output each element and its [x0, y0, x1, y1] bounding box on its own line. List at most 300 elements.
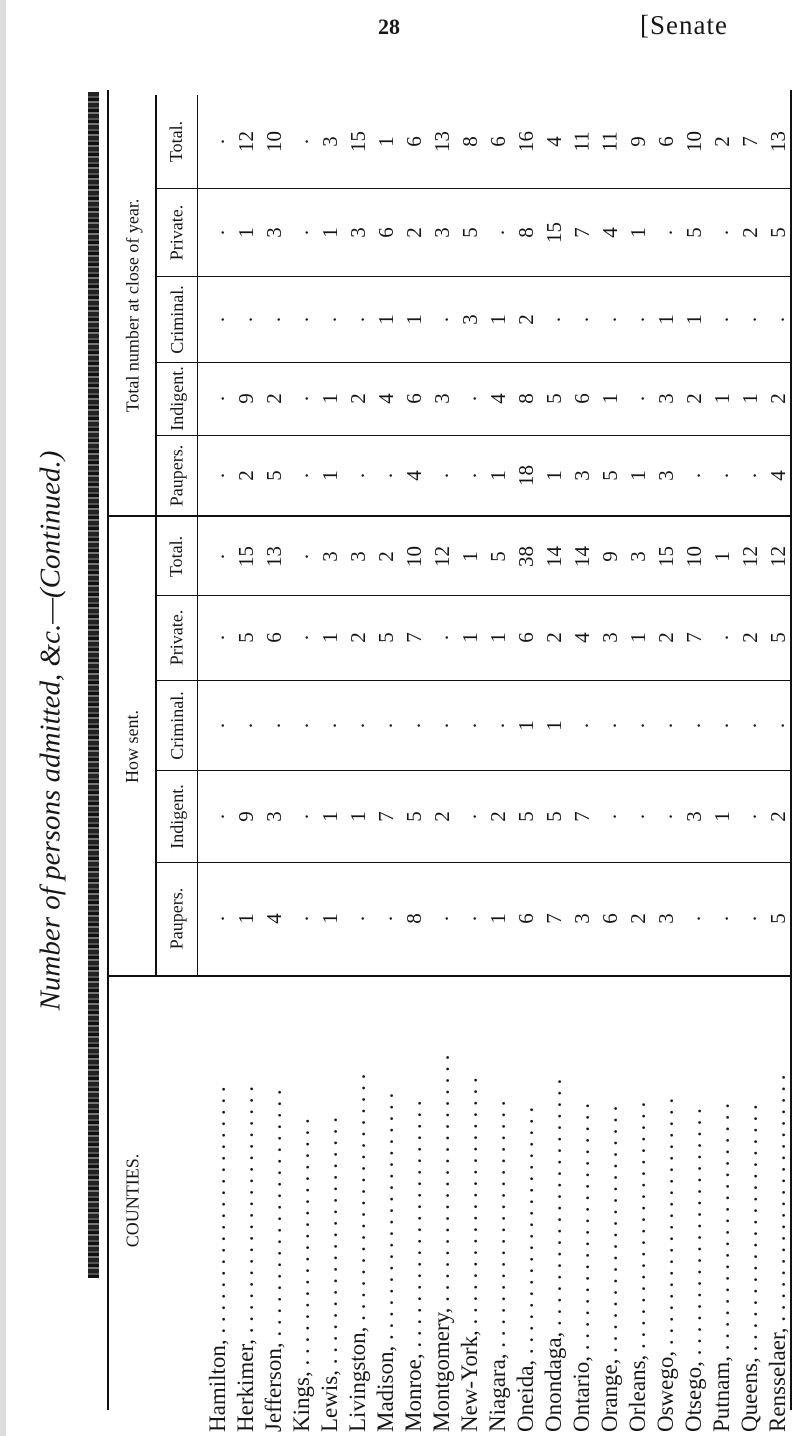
sent-indigent-cell — [344, 770, 372, 862]
sent-paupers-cell — [652, 862, 680, 975]
sent-criminal-cell — [624, 680, 652, 770]
close-total-cell — [400, 95, 428, 188]
close-paupers-cell — [484, 435, 512, 515]
sent-paupers-cell — [260, 862, 288, 975]
close-criminal-cell — [288, 276, 316, 362]
close-total-value: 6 — [653, 136, 678, 147]
sent-col-header-paupers: Paupers. — [166, 887, 187, 950]
sent-private-cell — [204, 595, 232, 680]
close-paupers-cell — [316, 435, 344, 515]
close-paupers-value: 1 — [541, 469, 566, 481]
sent-col-header-private: Private. — [166, 609, 187, 666]
close-col-header-criminal: Criminal. — [166, 284, 187, 354]
sent-total-value: 10 — [401, 545, 426, 567]
sent-indigent-cell — [428, 770, 456, 862]
close-private-value: 6 — [373, 226, 398, 238]
sent-criminal-value: . — [429, 722, 454, 728]
close-criminal-value: . — [709, 316, 734, 322]
close-paupers-value: . — [289, 472, 314, 478]
sent-private-value: 5 — [765, 632, 790, 643]
county-cell — [567, 985, 597, 1430]
sent-paupers-cell — [540, 862, 568, 975]
close-criminal-value: 1 — [401, 313, 426, 325]
close-criminal-value: . — [541, 316, 566, 322]
close-criminal-cell — [624, 276, 652, 362]
close-total-cell — [764, 95, 792, 188]
close-total-cell — [456, 95, 484, 188]
county-cell — [203, 985, 233, 1430]
sent-private-cell — [764, 595, 792, 680]
close-paupers-value: 1 — [317, 469, 342, 481]
sent-indigent-cell — [288, 770, 316, 862]
county-cell — [511, 985, 541, 1430]
close-private-cell — [736, 188, 764, 276]
sent-paupers-value: . — [345, 915, 370, 922]
county-cell — [679, 985, 709, 1430]
close-private-cell — [680, 188, 708, 276]
sent-total-value: 12 — [429, 545, 454, 567]
sent-total-cell — [204, 517, 232, 595]
close-private-cell — [512, 188, 540, 276]
close-paupers-cell — [232, 435, 260, 515]
sent-paupers-cell — [456, 862, 484, 975]
sent-private-value: 1 — [485, 632, 510, 643]
sent-private-value: 2 — [653, 632, 678, 643]
sent-indigent-value: 5 — [541, 810, 566, 822]
close-indigent-cell — [540, 362, 568, 435]
county-cell — [231, 985, 261, 1430]
close-indigent-value: 3 — [653, 393, 678, 404]
sent-private-value: . — [709, 634, 734, 641]
close-total-cell — [204, 95, 232, 188]
sent-total-cell — [456, 517, 484, 595]
close-paupers-value: . — [429, 472, 454, 478]
sent-criminal-cell — [288, 680, 316, 770]
close-total-cell — [428, 95, 456, 188]
sent-total-value: 2 — [373, 550, 398, 562]
close-private-cell — [260, 188, 288, 276]
close-total-cell — [680, 95, 708, 188]
sent-total-cell — [736, 517, 764, 595]
sent-indigent-cell — [204, 770, 232, 862]
sent-total-cell — [568, 517, 596, 595]
close-indigent-cell — [764, 362, 792, 435]
county-name: Kings, . . . . . . . . . . . . . . . . . . . . . . — [289, 1118, 314, 1432]
county-cell — [483, 985, 513, 1430]
close-col-header-indigent: Indigent. — [166, 366, 187, 431]
close-col-header-private-wrap — [157, 188, 197, 276]
header-total-close-wrap — [110, 95, 155, 515]
close-paupers-cell — [400, 435, 428, 515]
sent-criminal-value: . — [681, 722, 706, 728]
county-cell — [735, 985, 765, 1430]
county-name: Oswego, . . . . . . . . . . . . . . . . . . . . . . — [653, 1097, 678, 1432]
sent-paupers-value: 3 — [569, 913, 594, 924]
sent-private-cell — [512, 595, 540, 680]
sent-private-cell — [232, 595, 260, 680]
header-counties-wrap — [110, 980, 155, 1420]
sent-paupers-cell — [680, 862, 708, 975]
close-private-value: 3 — [261, 226, 286, 238]
sent-indigent-cell — [680, 770, 708, 862]
sent-indigent-cell — [400, 770, 428, 862]
sent-private-cell — [428, 595, 456, 680]
sent-criminal-cell — [204, 680, 232, 770]
close-indigent-cell — [288, 362, 316, 435]
close-private-cell — [372, 188, 400, 276]
close-total-cell — [540, 95, 568, 188]
close-indigent-cell — [568, 362, 596, 435]
county-cell — [651, 985, 681, 1430]
close-private-value: . — [205, 229, 230, 235]
sent-criminal-value: . — [233, 722, 258, 728]
sent-total-value: 14 — [569, 545, 594, 567]
sent-total-cell — [484, 517, 512, 595]
close-col-header-total-wrap — [157, 95, 197, 188]
close-col-header-private: Private. — [166, 204, 187, 260]
close-criminal-value: . — [289, 316, 314, 322]
sent-total-cell — [260, 517, 288, 595]
close-private-cell — [652, 188, 680, 276]
close-private-cell — [568, 188, 596, 276]
close-indigent-value: 1 — [737, 393, 762, 404]
close-paupers-value: . — [373, 472, 398, 478]
close-paupers-value: 3 — [653, 469, 678, 481]
close-indigent-cell — [344, 362, 372, 435]
sent-private-value: 1 — [457, 632, 482, 643]
close-paupers-value: 1 — [625, 469, 650, 481]
close-indigent-value: 1 — [597, 393, 622, 404]
sent-criminal-cell — [596, 680, 624, 770]
close-indigent-value: 4 — [373, 393, 398, 404]
close-paupers-cell — [288, 435, 316, 515]
sent-total-cell — [624, 517, 652, 595]
sent-total-value: 15 — [653, 545, 678, 567]
sent-indigent-value: 2 — [485, 810, 510, 822]
close-indigent-value: 3 — [429, 393, 454, 404]
close-total-cell — [512, 95, 540, 188]
close-total-value: 7 — [737, 136, 762, 147]
close-paupers-value: 2 — [233, 469, 258, 481]
sent-private-value: 6 — [513, 632, 538, 643]
close-total-cell — [624, 95, 652, 188]
sent-criminal-cell — [316, 680, 344, 770]
close-total-value: 9 — [625, 136, 650, 147]
close-total-cell — [708, 95, 736, 188]
close-indigent-cell — [316, 362, 344, 435]
close-indigent-cell — [260, 362, 288, 435]
sent-private-value: 3 — [597, 632, 622, 643]
county-name: Otsego, . . . . . . . . . . . . . . . . . . . . . . — [681, 1108, 706, 1432]
close-total-value: . — [205, 138, 230, 145]
sent-paupers-cell — [736, 862, 764, 975]
sent-private-cell — [344, 595, 372, 680]
sent-total-value: 38 — [513, 545, 538, 567]
close-indigent-cell — [624, 362, 652, 435]
close-indigent-cell — [484, 362, 512, 435]
sent-private-value: 4 — [569, 632, 594, 643]
sent-paupers-cell — [316, 862, 344, 975]
close-total-cell — [736, 95, 764, 188]
sent-criminal-cell — [708, 680, 736, 770]
county-name: Montgomery, . . . . . . . . . . . . . . . . . . . . . . — [429, 1054, 454, 1432]
sent-indigent-cell — [596, 770, 624, 862]
close-indigent-value: 6 — [401, 393, 426, 404]
close-indigent-cell — [456, 362, 484, 435]
close-criminal-value: . — [597, 316, 622, 322]
close-indigent-cell — [680, 362, 708, 435]
sent-total-cell — [680, 517, 708, 595]
close-indigent-value: 2 — [765, 393, 790, 404]
sent-col-header-total-wrap — [157, 517, 197, 595]
sent-paupers-value: . — [737, 915, 762, 922]
close-paupers-value: . — [345, 472, 370, 478]
sent-total-cell — [596, 517, 624, 595]
county-cell — [707, 985, 737, 1430]
county-cell — [343, 985, 373, 1430]
sent-paupers-value: . — [429, 915, 454, 922]
sent-total-cell — [708, 517, 736, 595]
close-private-value: 5 — [765, 226, 790, 238]
page-number: 28 — [378, 14, 400, 39]
county-cell — [371, 985, 401, 1430]
sent-paupers-value: 1 — [233, 913, 258, 924]
county-name: Madison, . . . . . . . . . . . . . . . . . . . . . . — [373, 1092, 398, 1432]
sent-private-value: . — [205, 634, 230, 641]
close-criminal-value: . — [261, 316, 286, 322]
county-cell — [315, 985, 345, 1430]
sent-criminal-value: . — [653, 722, 678, 728]
close-private-cell — [428, 188, 456, 276]
sent-total-value: 12 — [737, 545, 762, 567]
close-private-cell — [344, 188, 372, 276]
close-indigent-value: 2 — [345, 393, 370, 404]
sent-col-header-paupers-wrap — [157, 862, 197, 975]
sent-paupers-cell — [512, 862, 540, 975]
close-indigent-value: 1 — [317, 393, 342, 404]
sent-private-value: 5 — [373, 632, 398, 643]
county-name: Ontario, . . . . . . . . . . . . . . . . . . . . . . — [569, 1102, 594, 1432]
close-criminal-value: . — [205, 316, 230, 322]
sent-indigent-cell — [764, 770, 792, 862]
close-criminal-value: . — [737, 316, 762, 322]
county-name: Jefferson, . . . . . . . . . . . . . . . . . . . . . . — [261, 1089, 286, 1432]
close-paupers-cell — [708, 435, 736, 515]
sent-criminal-cell — [400, 680, 428, 770]
close-private-value: 2 — [401, 226, 426, 238]
county-cell — [427, 985, 457, 1430]
close-indigent-cell — [596, 362, 624, 435]
sent-total-value: . — [205, 553, 230, 559]
sent-criminal-value: . — [737, 722, 762, 728]
sent-indigent-value: 7 — [373, 810, 398, 822]
close-paupers-cell — [596, 435, 624, 515]
close-total-value: . — [289, 138, 314, 145]
sent-indigent-value: 1 — [317, 810, 342, 822]
header-total-close: Total number at close of year. — [122, 198, 143, 412]
close-total-cell — [344, 95, 372, 188]
sent-col-header-criminal-wrap — [157, 680, 197, 770]
close-criminal-value: 1 — [485, 313, 510, 325]
sent-header-rule — [197, 517, 198, 975]
sent-criminal-value: . — [289, 722, 314, 728]
close-total-value: 8 — [457, 136, 482, 147]
close-paupers-value: . — [681, 472, 706, 478]
sent-private-cell — [260, 595, 288, 680]
sent-total-value: 14 — [541, 545, 566, 567]
county-cell — [259, 985, 289, 1430]
sent-criminal-value: . — [709, 722, 734, 728]
close-criminal-cell — [484, 276, 512, 362]
close-private-value: . — [709, 229, 734, 235]
close-paupers-cell — [428, 435, 456, 515]
sent-indigent-value: 1 — [345, 810, 370, 822]
sent-indigent-value: 2 — [429, 810, 454, 822]
close-total-value: 2 — [709, 136, 734, 147]
close-criminal-value: . — [625, 316, 650, 322]
sent-private-value: 2 — [737, 632, 762, 643]
close-criminal-cell — [680, 276, 708, 362]
close-criminal-cell — [260, 276, 288, 362]
close-private-cell — [316, 188, 344, 276]
sent-private-cell — [400, 595, 428, 680]
header-counties: COUNTIES. — [122, 1153, 142, 1247]
close-paupers-cell — [540, 435, 568, 515]
sent-private-cell — [624, 595, 652, 680]
close-paupers-value: . — [709, 472, 734, 478]
county-name: Onondaga, . . . . . . . . . . . . . . . . . . . . . . — [541, 1078, 566, 1432]
sent-paupers-value: 6 — [597, 913, 622, 924]
sent-total-cell — [316, 517, 344, 595]
close-total-value: 13 — [765, 131, 790, 152]
county-cell — [287, 985, 317, 1430]
close-private-cell — [232, 188, 260, 276]
close-private-value: . — [289, 229, 314, 235]
sent-paupers-value: 1 — [317, 913, 342, 924]
county-cell — [455, 985, 485, 1430]
sent-private-cell — [652, 595, 680, 680]
sent-paupers-value: 6 — [513, 913, 538, 924]
sent-private-cell — [680, 595, 708, 680]
close-criminal-value: 2 — [513, 313, 538, 325]
close-paupers-cell — [568, 435, 596, 515]
close-total-value: 11 — [597, 131, 622, 152]
sent-paupers-cell — [764, 862, 792, 975]
sent-criminal-cell — [736, 680, 764, 770]
close-indigent-value: 8 — [513, 393, 538, 404]
sent-paupers-value: . — [457, 915, 482, 922]
county-name: Putnam, . . . . . . . . . . . . . . . . . . . . . . — [709, 1102, 734, 1432]
close-criminal-value: 1 — [373, 313, 398, 325]
sent-paupers-value: . — [289, 915, 314, 922]
sent-paupers-cell — [204, 862, 232, 975]
section-label: [Senate — [640, 10, 728, 40]
close-criminal-cell — [708, 276, 736, 362]
close-col-header-criminal-wrap — [157, 276, 197, 362]
sent-indigent-cell — [624, 770, 652, 862]
sent-paupers-value: . — [205, 915, 230, 922]
sent-criminal-cell — [540, 680, 568, 770]
county-name: Orange, . . . . . . . . . . . . . . . . . . . . . . — [597, 1105, 622, 1432]
sent-paupers-cell — [428, 862, 456, 975]
sent-criminal-cell — [372, 680, 400, 770]
sent-private-value: . — [289, 634, 314, 641]
close-paupers-cell — [764, 435, 792, 515]
close-indigent-value: . — [625, 395, 650, 402]
sent-criminal-cell — [680, 680, 708, 770]
county-name: Queens, . . . . . . . . . . . . . . . . . . . . . . — [737, 1104, 762, 1432]
sent-criminal-cell — [512, 680, 540, 770]
close-indigent-cell — [232, 362, 260, 435]
sent-criminal-cell — [232, 680, 260, 770]
close-paupers-cell — [456, 435, 484, 515]
sent-total-value: 3 — [317, 550, 342, 562]
sent-total-value: 1 — [709, 550, 734, 562]
close-private-cell — [764, 188, 792, 276]
close-indigent-cell — [400, 362, 428, 435]
sent-criminal-cell — [456, 680, 484, 770]
sent-criminal-value: . — [373, 722, 398, 728]
close-private-cell — [456, 188, 484, 276]
sent-total-cell — [232, 517, 260, 595]
close-criminal-value: 3 — [457, 313, 482, 325]
page-title: Number of persons admitted, &c.—(Continued.) — [34, 450, 67, 1010]
sent-indigent-cell — [372, 770, 400, 862]
sent-paupers-value: . — [709, 915, 734, 922]
close-private-value: . — [485, 229, 510, 235]
close-paupers-value: 5 — [261, 469, 286, 481]
sent-indigent-cell — [484, 770, 512, 862]
close-private-value: . — [653, 229, 678, 235]
close-criminal-cell — [316, 276, 344, 362]
sent-private-value: 1 — [317, 632, 342, 643]
sent-indigent-value: 7 — [569, 810, 594, 822]
close-indigent-value: . — [289, 395, 314, 402]
sent-col-header-criminal: Criminal. — [166, 690, 187, 760]
sent-total-cell — [288, 517, 316, 595]
sent-indigent-value: 2 — [765, 810, 790, 822]
close-paupers-value: 4 — [765, 469, 790, 481]
close-indigent-cell — [372, 362, 400, 435]
county-name: Monroe, . . . . . . . . . . . . . . . . . . . . . . — [401, 1100, 426, 1432]
county-name: Niagara, . . . . . . . . . . . . . . . . . . . . . . — [485, 1100, 510, 1432]
county-name: Rensselaer, . . . . . . . . . . . . . . . . . . . . . . — [765, 1074, 790, 1432]
close-indigent-cell — [708, 362, 736, 435]
close-paupers-cell — [372, 435, 400, 515]
close-private-cell — [624, 188, 652, 276]
close-paupers-value: . — [205, 472, 230, 478]
close-paupers-cell — [512, 435, 540, 515]
close-criminal-value: 1 — [653, 313, 678, 325]
close-paupers-cell — [344, 435, 372, 515]
close-indigent-value: 2 — [261, 393, 286, 404]
close-total-cell — [596, 95, 624, 188]
close-paupers-value: 1 — [485, 469, 510, 481]
sent-col-header-indigent-wrap — [157, 770, 197, 862]
sent-private-value: 2 — [345, 632, 370, 643]
close-private-cell — [400, 188, 428, 276]
close-paupers-value: 5 — [597, 469, 622, 481]
close-private-value: 1 — [233, 226, 258, 238]
close-private-value: 8 — [513, 226, 538, 238]
close-criminal-value: . — [317, 316, 342, 322]
sent-total-value: 1 — [457, 550, 482, 562]
page-title-wrap — [36, 140, 66, 1320]
sent-paupers-value: . — [373, 915, 398, 922]
sent-private-value: 1 — [625, 632, 650, 643]
sent-private-cell — [736, 595, 764, 680]
sent-private-cell — [456, 595, 484, 680]
